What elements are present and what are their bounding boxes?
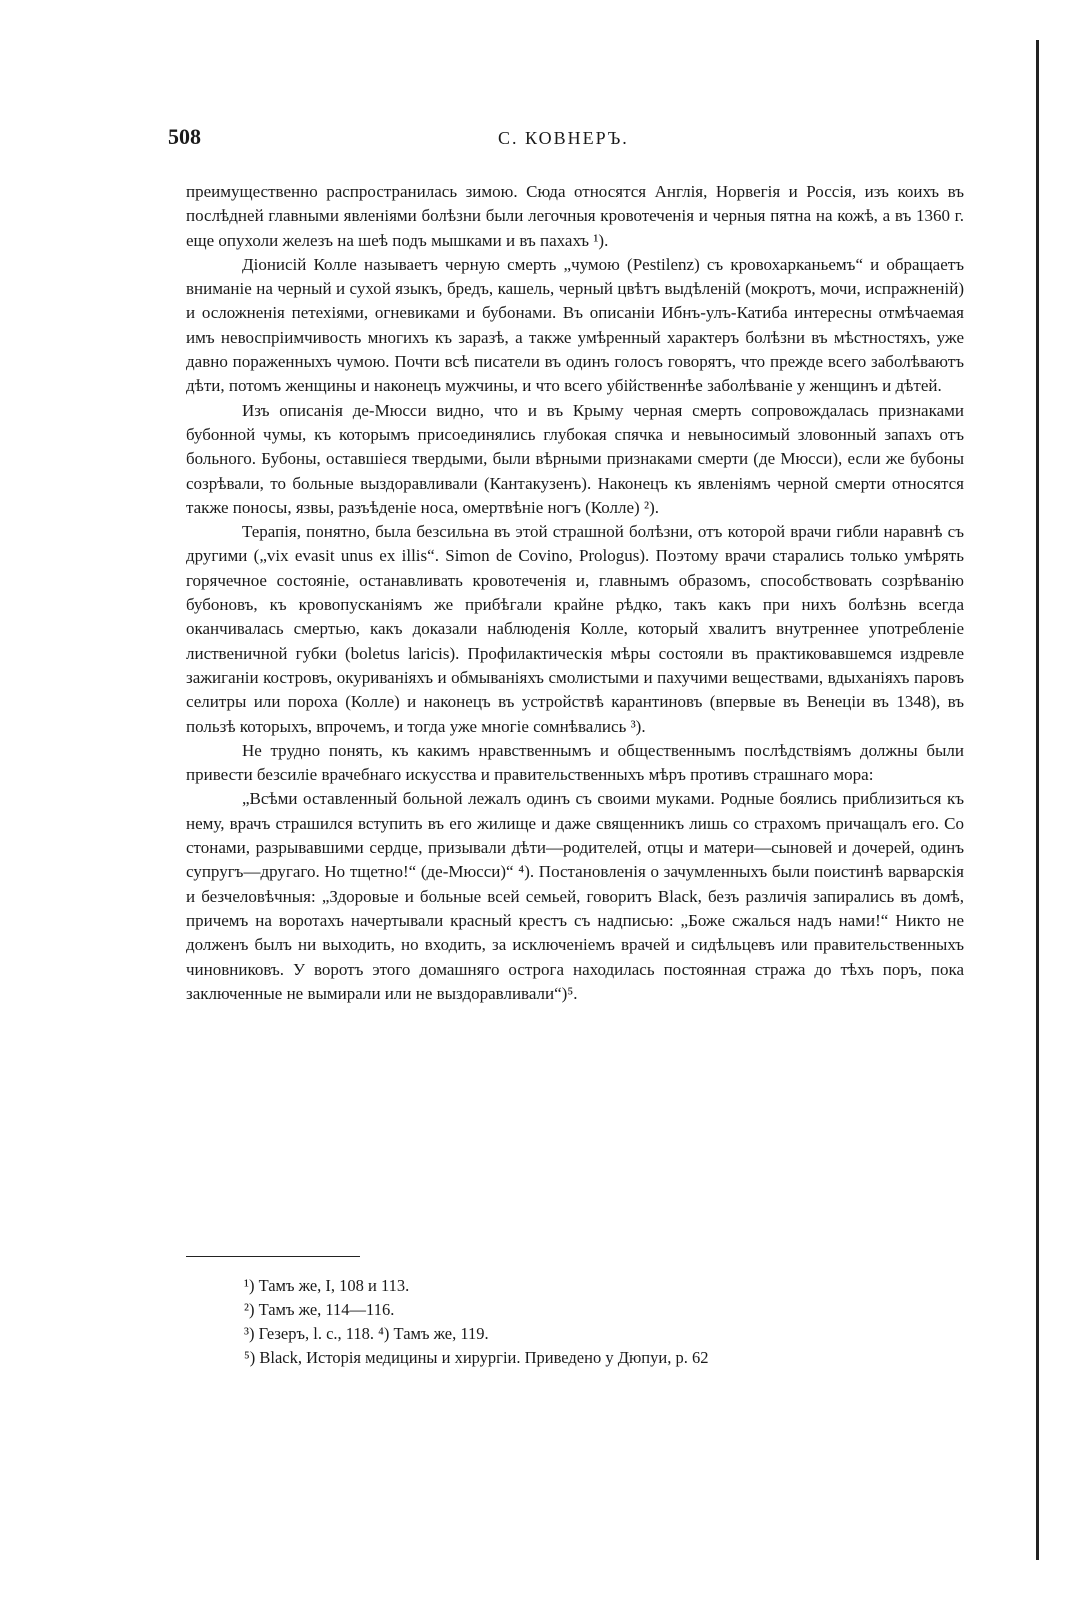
footnote: ⁵) Black, Исторія медицины и хирургіи. Приведено у Дюпуи, р. 62 xyxy=(244,1348,709,1367)
footnote-divider xyxy=(186,1256,360,1257)
paragraph: преимущественно распространилась зимою. Сюда относятся Англія, Норвегія и Россія, изъ коихъ въ послѣдней главными явленіями болѣзни были легочныя кровотеченія и черныя пятна на кожѣ, а въ 1360 г. еще опухоли железъ на шеѣ подъ мышками и въ пахахъ ¹). xyxy=(186,182,964,250)
paragraph: Діонисій Колле называетъ черную смерть „чумою (Pestilenz) съ кровохарканьемъ“ и обращаетъ вниманіе на черный и сухой языкъ, бредъ, кашель, черный цвѣтъ выдѣленій (мокротъ, мочи, испражненій) и осложненія петехіями, огневиками и бубонами. Въ описаніи Ибнъ-улъ-Катиба интересны отмѣчаемая имъ невоспріимчивость многихъ къ заразѣ, а также умѣренный характеръ болѣзни въ мѣстностяхъ, уже давно пораженныхъ чумою. Почти всѣ писатели въ одинъ голосъ говорятъ, что прежде всего заболѣваютъ дѣти, потомъ женщины и наконецъ мужчины, и что всего убійственнѣе заболѣваніе у женщинъ и дѣтей. xyxy=(186,254,964,396)
paragraph: Изъ описанія де-Мюсси видно, что и въ Крыму черная смерть сопровождалась признаками бубонной чумы, къ которымъ присоединялись глубокая спячка и невыносимый зловонный запахъ отъ больного. Бубоны, оставшіеся твердыми, были вѣрными признаками смерти (де Мюсси), если же бубоны созрѣвали, то больные выздоравливали (Кантакузенъ). Наконецъ къ явленіямъ черной смерти относятся также поносы, язвы, разъѣденіе носа, омертвѣніе ногъ (Колле) ²). xyxy=(186,400,964,517)
paragraph: Не трудно понять, къ какимъ нравственнымъ и общественнымъ послѣдствіямъ должны были привести безсиліе врачебнаго искусства и правительственныхъ мѣръ противъ страшнаго мора: xyxy=(186,740,964,785)
footnote: ²) Тамъ же, 114—116. xyxy=(244,1300,395,1319)
running-head: С. КОВНЕРЪ. xyxy=(498,128,629,148)
footnote: ³) Гезеръ, l. c., 118. ⁴) Тамъ же, 119. xyxy=(244,1324,489,1343)
footnote: ¹) Тамъ же, I, 108 и 113. xyxy=(244,1276,410,1295)
footnotes xyxy=(244,1274,944,1370)
body-text xyxy=(186,180,964,1006)
page-number: 508 xyxy=(168,124,201,149)
page-header xyxy=(168,124,958,154)
page-edge-rule xyxy=(1036,40,1039,1560)
paragraph: „Всѣми оставленный больной лежалъ одинъ съ своими муками. Родные боялись приблизиться къ нему, врачъ страшился вступить въ его жилище и даже священникъ лишь со страхомъ причащалъ его. Со стонами, разрывавшими сердце, призывали дѣти—родителей, отцы и матери—сыновей и дочерей, одинъ супругъ—другаго. Но тщетно!“ (де-Мюсси)“ ⁴). Постановленія о зачумленныхъ были поистинѣ варварскія и безчеловѣчныя: „Здоровые и больные всей семьей, говоритъ Black, безъ различія запирались въ домѣ, причемъ на воротахъ начертывали красный крестъ съ надписью: „Боже сжалься надъ нами!“ Никто не долженъ былъ ни выходить, но входить, за исключеніемъ врачей и сидѣльцевъ или правительственныхъ чиновниковъ. У воротъ этого домашняго острога находилась постоянная стража до тѣхъ поръ, пока заключенные не вымирали или не выздоравливали“)⁵. xyxy=(186,789,964,1003)
paragraph: Терапія, понятно, была безсильна въ этой страшной болѣзни, отъ которой врачи гибли наравнѣ съ другими („vix evasit unus ex illis“. Simon de Covino, Prologus). Поэтому врачи старались только умѣрять горячечное состояніе, останавливать кровотеченія и, главнымъ образомъ, способствовать созрѣванію бубоновъ, къ кровопусканіямъ же прибѣгали крайне рѣдко, такъ какъ при нихъ болѣзнь всегда оканчивалась смертью, какъ доказали наблюденія Колле, который хвалитъ внутреннее употребленіе лиственичной губки (boletus laricis). Профилактическія мѣры состояли въ практиковавшемся издревле зажиганіи костровъ, окуриваніяхъ и обмываніяхъ смолистыми и пахучими веществами, вдыханіяхъ паровъ селитры или пороха (Колле) и наконецъ въ устройствѣ карантиновъ (впервые въ Венеціи въ 1348), въ пользѣ которыхъ, впрочемъ, и тогда уже многіе сомнѣвались ³). xyxy=(186,522,964,736)
